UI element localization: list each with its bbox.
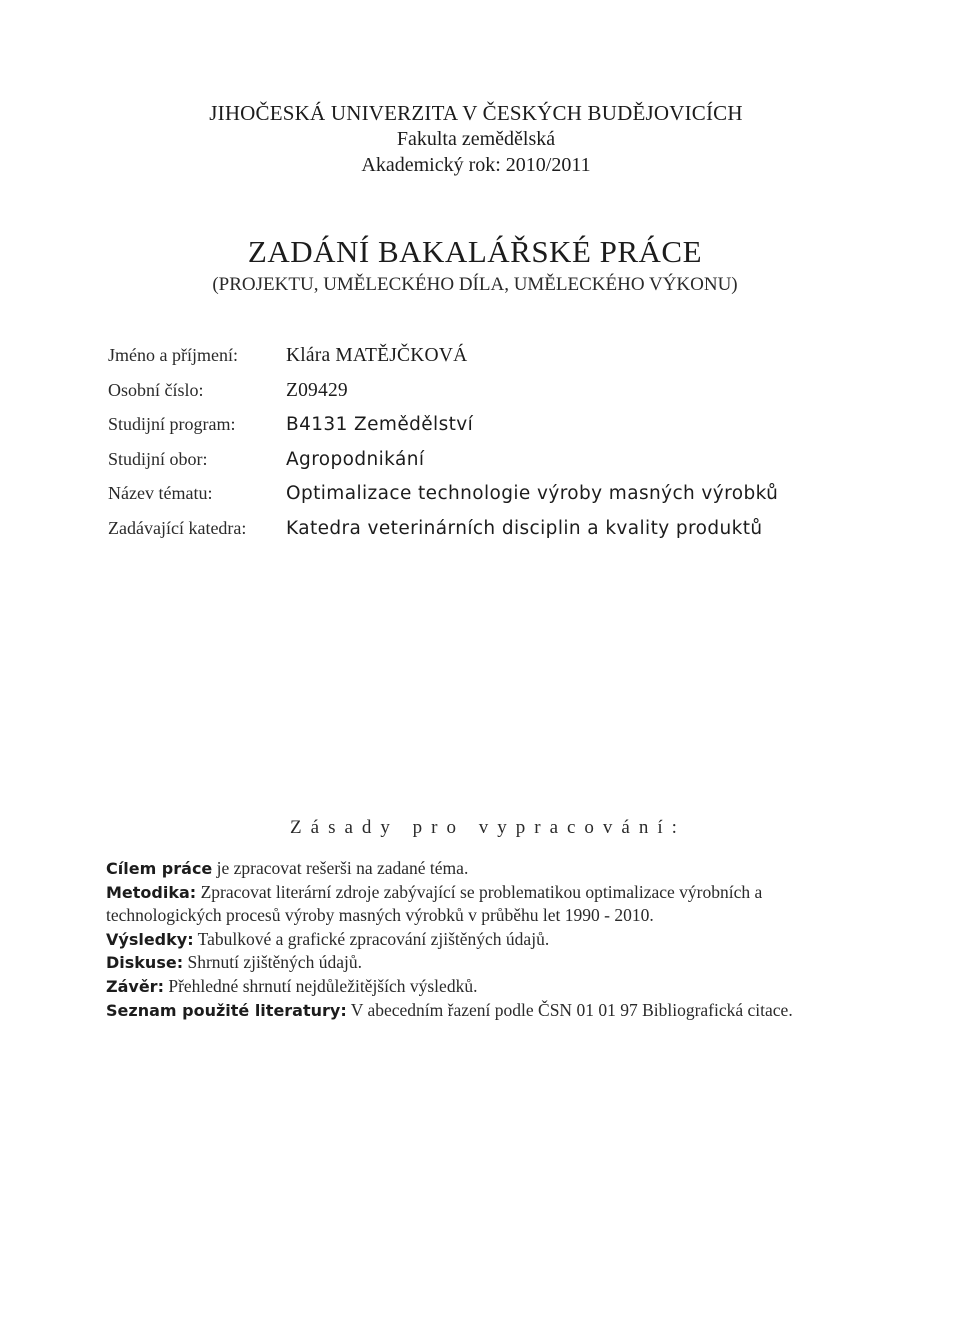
info-value: B4131 Zemědělství [286, 414, 474, 436]
principle-goal [106, 857, 866, 881]
principle-discussion [106, 951, 866, 975]
title-block [0, 232, 960, 298]
info-value: Klára MATĚJČKOVÁ [286, 345, 468, 366]
principle-label: Výsledky: [106, 929, 194, 949]
info-label: Jméno a příjmení: [108, 345, 238, 365]
principle-text: Tabulkové a grafické zpracování zjištěných údajů. [193, 928, 550, 949]
document-subtitle: (PROJEKTU, UMĚLECKÉHO DÍLA, UMĚLECKÉHO VÝKONU) [212, 274, 738, 295]
info-row-study-program [108, 414, 778, 449]
info-row-personal-number [108, 380, 778, 415]
principle-label: Závěr: [106, 976, 164, 996]
info-row-department [108, 518, 778, 553]
principle-text: je zpracovat rešerši na zadané téma. [212, 858, 469, 878]
info-label: Studijní program: [108, 414, 236, 435]
principle-text: Zpracovat literární zdroje zabývající se problematikou optimalizace výrobních a technologických procesů výroby masných výrobků v průběhu let 1990 - 2010. [106, 881, 763, 926]
student-info-table [108, 345, 778, 553]
info-row-topic [108, 483, 778, 518]
principle-conclusion [106, 975, 866, 999]
info-value: Optimalizace technologie výroby masných výrobků [286, 483, 779, 505]
info-row-name [108, 345, 778, 380]
document-header [0, 100, 960, 178]
principle-results [106, 928, 866, 952]
principles-body [106, 857, 866, 1022]
principle-label: Cílem práce [106, 859, 213, 878]
info-value: Katedra veterinárních disciplin a kvality produktů [286, 517, 763, 539]
info-label: Název tématu: [108, 483, 213, 504]
principle-label: Diskuse: [106, 953, 184, 973]
principle-text: Shrnutí zjištěných údajů. [183, 952, 362, 973]
principles-heading: Zásady pro vypracování: [290, 817, 686, 838]
faculty-name: Fakulta zemědělská [396, 128, 556, 150]
info-label: Zadávající katedra: [108, 517, 247, 538]
principle-bibliography [106, 999, 866, 1023]
info-label: Studijní obor: [108, 448, 208, 469]
principle-text: Přehledné shrnutí nejdůležitějších výsledků. [163, 975, 478, 996]
principle-label: Seznam použité literatury: [106, 1000, 347, 1020]
principle-methodology [106, 881, 866, 928]
info-row-study-field [108, 449, 778, 484]
principle-text: V abecedním řazení podle ČSN 01 01 97 Bibliografická citace. [346, 999, 793, 1020]
info-value: Agropodnikání [286, 448, 425, 470]
principle-label: Metodika: [106, 882, 197, 902]
info-label: Osobní číslo: [108, 379, 204, 400]
info-value: Z09429 [286, 379, 348, 401]
academic-year: Akademický rok: 2010/2011 [361, 154, 591, 176]
document-title: ZADÁNÍ BAKALÁŘSKÉ PRÁCE [247, 234, 703, 269]
university-name: JIHOČESKÁ UNIVERZITA V ČESKÝCH BUDĚJOVICÍCH [209, 101, 743, 125]
